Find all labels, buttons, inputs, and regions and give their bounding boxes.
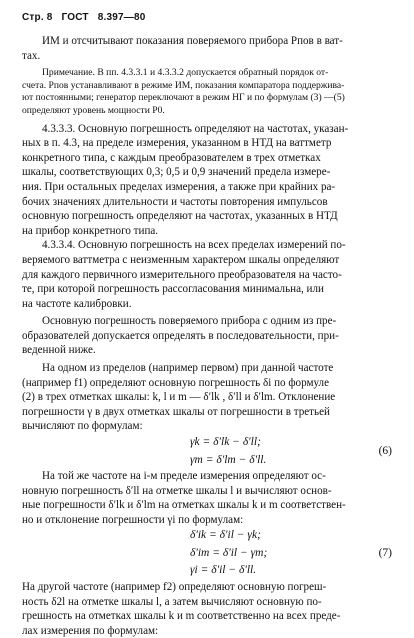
text-line: на прибор конкретного типа. [22,224,159,237]
note-line: Примечание. В пп. 4.3.3.1 и 4.3.3.2 допускается обратный порядок от- [42,67,329,79]
page-number: Стр. 8 [22,12,53,23]
text-line: веденной ниже. [22,344,96,357]
equation-line: δ′im = δ′il − γm; [190,546,268,559]
text-line: ния. При остальных пределах измерения, а также при крайних ра- [22,180,336,193]
text-line: ИМ и отсчитывают показания поверяемого прибора Pпов в ват- [42,35,343,47]
equation-line: γm = δ′lm − δ′ll. [190,453,267,466]
equation-line: γi = δ′il − δ′ll. [190,564,257,577]
text-line: вычисляют по формулам: [22,420,143,433]
text-line: бочих значениях длительности и частоты повторения импульсов [22,195,328,208]
text-line: веряемого ваттметра с неизменным характером шкалы определяют [22,253,340,266]
text-line: На той же частоте на i-м пределе измерения определяют ос- [42,470,326,483]
equation-7 [22,527,394,580]
page-header [22,12,394,23]
note-line: определяют уровень мощности P0. [22,104,165,116]
text-line: ность δ2l на отметке шкалы l, а затем вычисляют основную по- [22,595,322,608]
text-line: 4.3.3.4. Основную погрешность на всех пределах измерений по- [42,239,346,252]
equation-number: (7) [378,547,392,560]
text-line: погрешности γ в двух отметках шкалы от погрешности в третьей [22,405,330,418]
text-line: основную погрешность определяют на частотах, указанных в НТД [22,210,338,223]
note-line: ют постоянными; генератор переключают в режим НГ и по формулам (3) —(5) [22,92,345,104]
text-line: На одном из пределов (например первом) при данной частоте [42,362,334,375]
text-line: конкретного типа, с каждым преобразователем в трех отметках [22,151,321,164]
standard-label: ГОСТ [61,12,89,23]
text-line: но и отклонение погрешности γi по формулам: [22,513,244,526]
text-line: ных в п. 4.3, на пределе измерения, указанном в НТД на ваттметр [22,137,332,150]
text-line: (2) в трех отметках шкалы: k, l и m — δ′lk , δ′ll и δ′lm. Отклонение [22,391,336,404]
text-line: На другой частоте (например f2) определяют основную погреш- [22,580,327,593]
text-line: Основную погрешность поверяемого прибора с одним из пре- [42,315,337,328]
text-line: тах. [22,49,41,62]
equation-line: γk = δ′lk − δ′ll; [190,436,261,449]
text-line: на частоте калибровки. [22,297,132,310]
standard-number: 8.397—80 [97,12,146,23]
text-line: для каждого первичного измерительного преобразователя на часто- [22,268,342,281]
text-line: 4.3.3.3. Основную погрешность определяют на частотах, указан- [42,122,349,135]
text-line: лах измерения по формулам: [22,624,159,637]
equation-line: δ′ik = δ′il − γk; [190,529,261,542]
text-line: новную погрешность δ′ll на отметке шкалы l и вычисляют основ- [22,484,332,497]
text-line: образователей допускается определять в последовательности, при- [22,329,339,342]
text-line: шкалы, соответствующих 0,3; 0,5 и 0,9 значений предела измере- [22,166,331,179]
text-line: те, при которой погрешность рассогласования минимальна, или [22,283,324,296]
text-line: грешность на отметках шкалы k и m соответственно на всех преде- [22,610,341,623]
equation-number: (6) [378,445,392,458]
equation-6 [22,434,394,469]
text-line: ные погрешности δ′lk и δ′lm на отметках шкалы k и m соответствен- [22,499,346,512]
text-line: (например f1) определяют основную погрешность δi по формуле [22,376,330,389]
note-line: счета. Pпов устанавливают в режиме ИМ, показания компаратора поддержива- [22,79,345,91]
